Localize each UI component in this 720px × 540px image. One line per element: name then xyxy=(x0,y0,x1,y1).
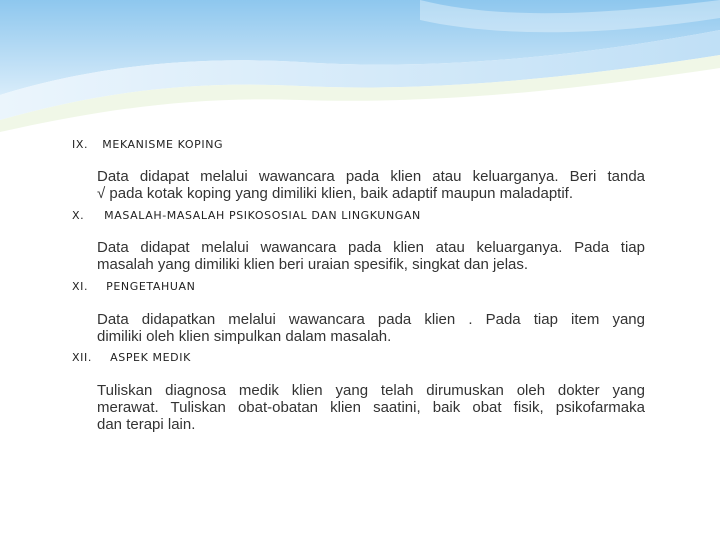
section-heading-xi xyxy=(72,280,195,293)
paragraph-line: masalah yang dimiliki klien beri uraian spesifik, singkat dan jelas. xyxy=(97,256,529,273)
section-number: IX. xyxy=(72,138,89,151)
section-paragraph-ix xyxy=(97,168,645,202)
paragraph-line: √ pada kotak koping yang dimiliki klien, baik adaptif maupun maladaptif. xyxy=(97,185,574,202)
paragraph-line: Data didapat melalui wawancara pada klien atau keluarganya. Pada tiap xyxy=(97,239,645,256)
section-number: XI. xyxy=(72,280,89,293)
paragraph-line: dimiliki oleh klien simpulkan dalam masalah. xyxy=(97,328,392,345)
section-title: MEKANISME KOPING xyxy=(102,138,224,151)
section-paragraph-x xyxy=(97,239,645,273)
section-number: X. xyxy=(72,209,85,222)
section-paragraph-xii xyxy=(97,382,645,433)
section-paragraph-xi xyxy=(97,311,645,345)
paragraph-line: merawat. Tuliskan obat-obatan klien saatini, baik obat fisik, psikofarmaka xyxy=(97,399,645,416)
section-heading-x xyxy=(72,209,421,222)
paragraph-line: Data didapatkan melalui wawancara pada klien . Pada tiap item yang xyxy=(97,311,645,328)
section-heading-xii xyxy=(72,351,191,364)
paragraph-line: Tuliskan diagnosa medik klien yang telah dirumuskan oleh dokter yang xyxy=(97,382,645,399)
section-title: MASALAH-MASALAH PSIKOSOSIAL DAN LINGKUNGAN xyxy=(104,209,421,222)
section-title: ASPEK MEDIK xyxy=(110,351,191,364)
paragraph-line: Data didapat melalui wawancara pada klien atau keluarganya. Beri tanda xyxy=(97,168,645,185)
section-title: PENGETAHUAN xyxy=(106,280,196,293)
paragraph-line: dan terapi lain. xyxy=(97,416,196,433)
section-heading-ix xyxy=(72,138,223,151)
section-number: XII. xyxy=(72,351,92,364)
